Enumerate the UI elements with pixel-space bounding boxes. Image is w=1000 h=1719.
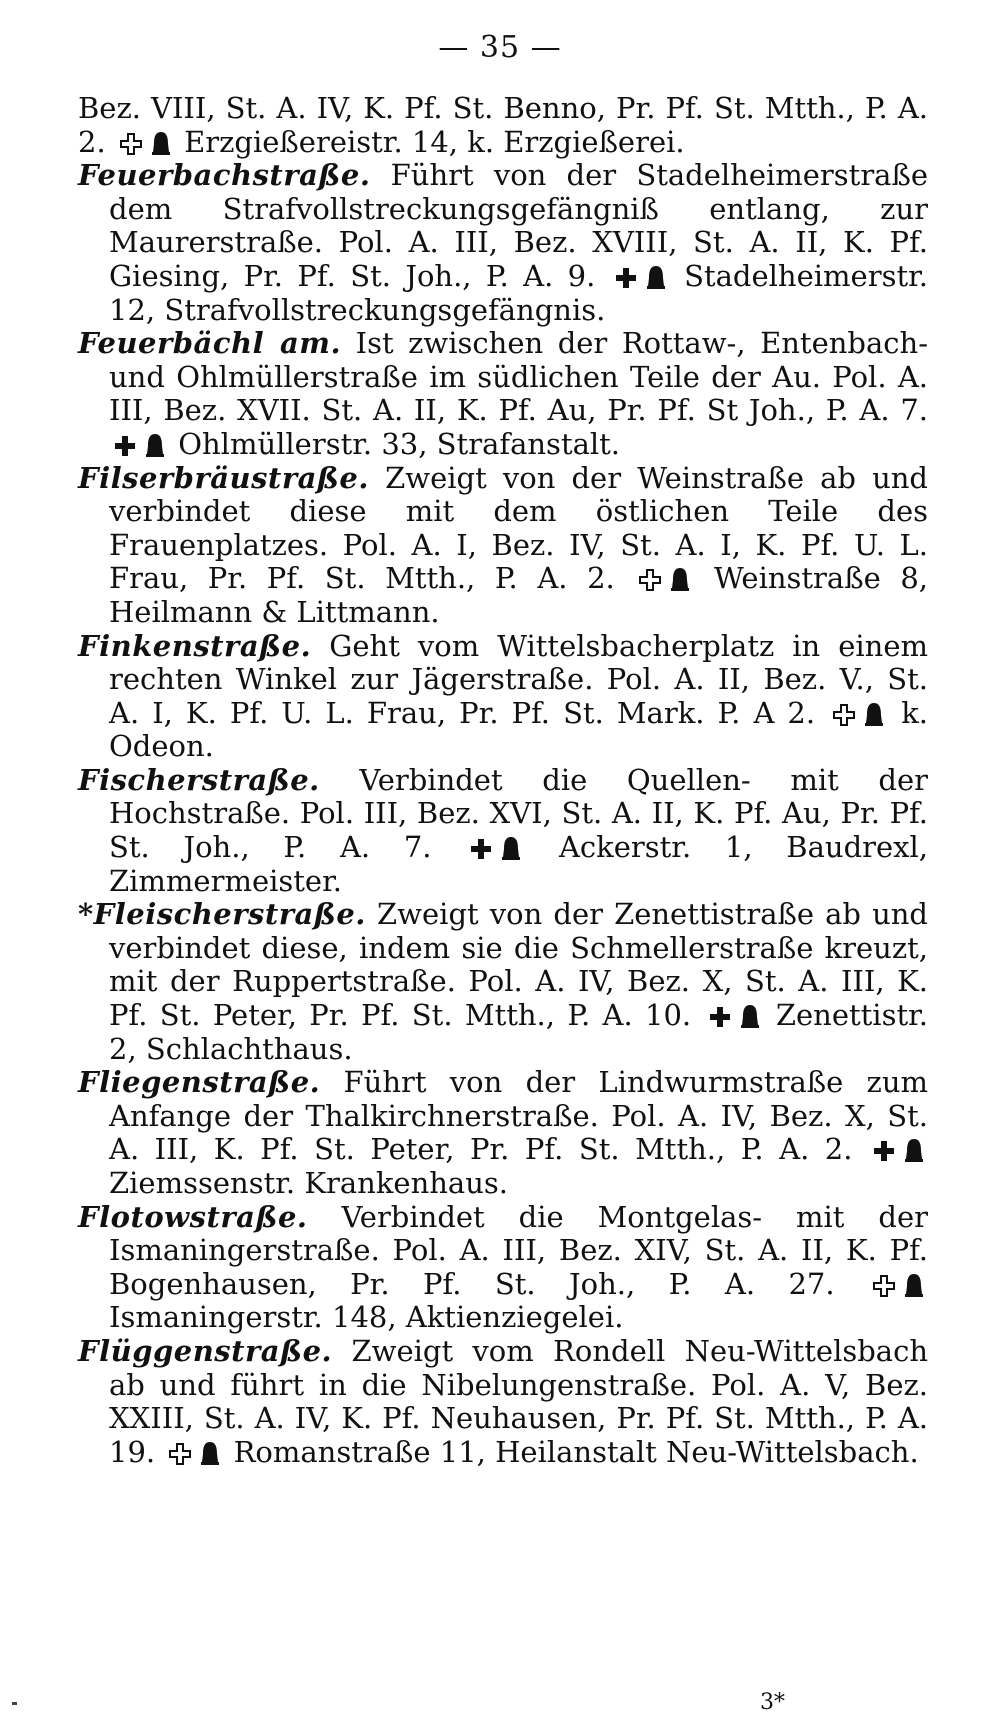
entry-location: Romanstraße 11, Heilanstalt Neu-Wittelsbach. [233, 1434, 919, 1469]
fire-alarm-bell-icon [201, 1441, 219, 1465]
filled-cross-icon [470, 838, 492, 860]
entry-details: Ist zwischen der Rottaw-, Entenbach- und Ohlmüllerstraße im südlichen Teile der Au. Pol. A. III, Bez. XVII. St. A. II, K. Pf. Au, Pr. Pf. St Joh., P. A. 7. [109, 326, 928, 428]
entry-details: Verbindet die Quellen- mit der Hochstraße. Pol. III, Bez. XVI, St. A. II, K. Pf. Au, Pr. Pf. St. Joh., P. A. 7. [109, 762, 928, 865]
entry-details: Zweigt vom Rondell Neu-Wittelsbach ab und führt in die Nibelungenstraße. Pol. A. V, Bez. XXIII, St. A. IV, K. Pf. Neuhausen, Pr. Pf. St. Mtth., P. A. 19. [109, 1333, 928, 1469]
street-directory [78, 92, 928, 1469]
entry-details: Zweigt von der Zenettistraße ab und verbindet diese, indem sie die Schmellerstraße kreuzt, mit der Ruppertstraße. Pol. A. IV, Bez. X, St. A. III, K. Pf. St. Peter, Pr. Pf. St. Mtth., P. A. 10. [109, 897, 929, 1033]
entry-details: Führt von der Lindwurmstraße zum Anfange der Thalkirchnerstraße. Pol. A. IV, Bez. X, St. A. III, K. Pf. St. Peter, Pr. Pf. St. Mtth., P. A. 2. [109, 1065, 928, 1167]
entry-headword: Flotowstraße. [78, 1199, 308, 1234]
entry-location: Ziemssenstr. Krankenhaus. [109, 1166, 508, 1200]
fire-alarm-bell-icon [671, 567, 689, 591]
entry-location: Ismaningerstr. 148, Aktienziegelei. [109, 1300, 624, 1335]
entry-fischerstrasse [78, 764, 928, 898]
entry-details: Verbindet die Montgelas- mit der Ismaningerstraße. Pol. A. III, Bez. XIV, St. A. II, K. Pf. Bogenhausen, Pr. Pf. St. Joh., P. A. 27. [109, 1199, 928, 1301]
outline-cross-icon [120, 133, 142, 155]
entry-headword: *Fleischerstraße. [78, 897, 366, 932]
outline-cross-icon [169, 1443, 191, 1465]
entry-location: Ackerstr. 1, Baudrexl, Zimmermeister. [109, 830, 929, 898]
fire-alarm-bell-icon [647, 265, 665, 289]
entry-details: Zweigt von der Weinstraße ab und verbindet diese mit dem östlichen Teile des Frauenplatzes. Pol. A. I, Bez. IV, St. A. I, K. Pf. U. L. Frau, Pr. Pf. St. Mtth., P. A. 2. [109, 460, 928, 596]
entry-feuerbachstrasse [78, 159, 928, 327]
entry-headword: Fliegenstraße. [78, 1065, 321, 1100]
entry-headword: Fischerstraße. [78, 762, 320, 797]
filled-cross-icon [709, 1006, 731, 1028]
fire-alarm-bell-icon [865, 702, 883, 726]
entry-details: Geht vom Wittelsbacherplatz in einem rechten Winkel zur Jägerstraße. Pol. A. II, Bez. V., St. A. I, K. Pf. U. L. Frau, Pr. Pf. St. Mark. P. A 2. [109, 628, 928, 730]
entry-headword: Filserbräustraße. [78, 460, 369, 495]
entry-headword: Feuerbachstraße. [78, 158, 371, 193]
fire-alarm-bell-icon [502, 836, 520, 860]
entry-continued [78, 92, 928, 159]
entry-location: Zenettistr. 2, Schlachthaus. [109, 998, 929, 1066]
fire-alarm-bell-icon [741, 1004, 759, 1028]
signature-mark: 3* [760, 1690, 785, 1715]
filled-cross-icon [114, 435, 136, 457]
entry-flueggenstrasse [78, 1335, 928, 1469]
entry-location: k. Odeon. [109, 695, 929, 764]
entry-fleischerstrasse [78, 898, 928, 1066]
filled-cross-icon [615, 267, 637, 289]
entry-details: Führt von der Stadelheimerstraße dem Strafvollstreckungsgefängniß entlang, zur Maurerstraße. Pol. A. III, Bez. XVIII, St. A. II, K. Pf. Giesing, Pr. Pf. St. Joh., P. A. 9. [109, 158, 929, 293]
entry-filserbraeustrasse [78, 462, 928, 630]
entry-finkenstrasse [78, 630, 928, 764]
entry-fliegenstrasse [78, 1066, 928, 1200]
fire-alarm-bell-icon [905, 1138, 923, 1162]
entry-headword: Flüggenstraße. [78, 1333, 333, 1368]
entry-headword: Finkenstraße. [78, 628, 312, 663]
scan-edge-mark [12, 1702, 17, 1705]
entry-location: Stadelheimerstr. 12, Strafvollstreckungsgefängnis. [109, 258, 929, 327]
outline-cross-icon [873, 1275, 895, 1297]
entry-location: Ohlmüllerstr. 33, Strafanstalt. [178, 426, 621, 461]
fire-alarm-bell-icon [146, 433, 164, 457]
outline-cross-icon [833, 704, 855, 726]
filled-cross-icon [873, 1140, 895, 1162]
entry-details: Bez. VIII, St. A. IV, K. Pf. St. Benno, Pr. Pf. St. Mtth., P. A. 2. [78, 91, 928, 159]
entry-flotowstrasse [78, 1201, 928, 1335]
fire-alarm-bell-icon [152, 131, 170, 155]
entry-headword: Feuerbächl am. [78, 326, 342, 361]
page-number: — 35 — [438, 30, 562, 65]
fire-alarm-bell-icon [905, 1273, 923, 1297]
entry-feuerbaechl [78, 327, 928, 461]
entry-location: Erzgießereistr. 14, k. Erzgießerei. [184, 124, 685, 159]
entry-location: Weinstraße 8, Heilmann & Littmann. [109, 561, 929, 629]
outline-cross-icon [639, 569, 661, 591]
